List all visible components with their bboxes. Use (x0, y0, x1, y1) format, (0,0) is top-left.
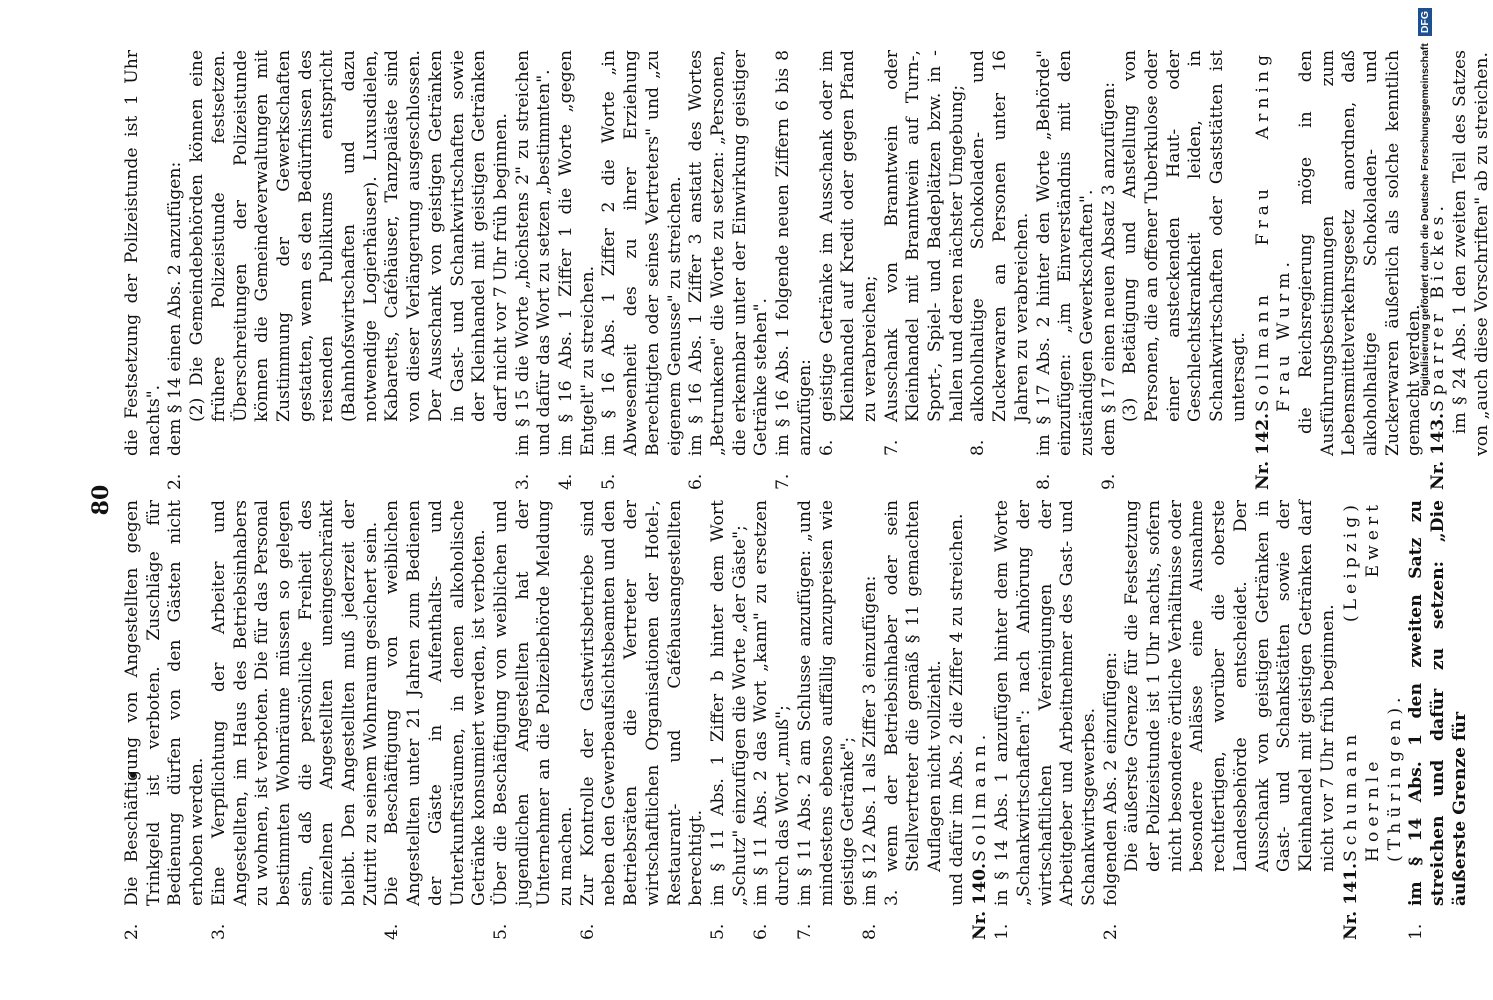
item-number (1450, 456, 1493, 490)
item-text: (3) Betätigung und Anstellung von Personen, die an offener Tuberkulose oder einer ansteckenden Haut- oder Geschlechtskrankheit leiden, in Schankwirtschaften oder Gaststätten ist untersagt. (1120, 50, 1249, 422)
motion-heading (1341, 500, 1406, 940)
item-text: Die äußerste Grenze für die Festsetzung der Polizeistunde ist 1 Uhr nachts, sofern nicht besondere örtliche Verhältnisse oder besondere Anlässe eine Ausnahme rechtfertigen, worüber die oberste Landesbehörde entscheidet. Der Ausschank von geistigen Getränken in Gast- und Schankstätten sowie der Kleinhandel mit geistigen Getränken darf nicht vor 7 Uhr früh beginnen. (1122, 500, 1338, 872)
item-text: im § 11 Abs. 2 am Schlusse anzufügen: „und mindestens ebenso auffällig anzupreisen wie geistige Getränke"; (794, 500, 859, 906)
digitization-sidebar (1418, 8, 1432, 988)
list-item (599, 50, 686, 490)
item-number (1120, 422, 1250, 456)
list-item (968, 50, 1033, 490)
item-number: 6. (686, 473, 707, 490)
item-number: 6. (577, 923, 598, 940)
list-item (1406, 500, 1471, 940)
motion-authors: Sparrer Bickes. (1428, 201, 1449, 412)
item-text: dem § 14 einen Abs. 2 anzufügen: (165, 161, 186, 456)
item-number: 5. (707, 923, 728, 940)
item-number: 7. (773, 473, 794, 490)
item-number: 8. (968, 439, 989, 456)
item-text: im § 15 die Worte „höchstens 2" zu streichen und dafür das Wort zu setzen „bestimmten". (512, 50, 555, 456)
list-item (773, 50, 816, 490)
item-text: im § 24 Abs. 1 den zweiten Teil des Satzes von „auch diese Vorschriften" ab zu streichen. (1449, 50, 1492, 456)
list-item (751, 500, 794, 940)
list-item (556, 50, 599, 490)
item-text: Eine Verpflichtung der Arbeiter und Angestellten, im Haus des Betriebsinhabers zu wohnen, ist verboten. Die für das Personal bestimmten Wohnräume müssen so gelegen sein, daß die persönliche Freiheit des einzelnen Angestellten uneingeschränkt bleibt. Den Angestellten muß jederzeit der Zutritt zu seinem Wohnraum gesichert sein. (208, 500, 381, 906)
item-number: 4. (382, 923, 403, 940)
item-text: im § 11 Abs. 1 Ziffer b hinter dem Wort „Schutz" einzufügen die Worte „der Gäste"; (707, 500, 750, 906)
item-text: Ausschank von Branntwein oder Kleinhandel mit Branntwein auf Turn-, Sport-, Spiel- und Badeplätzen bzw. in -hallen und deren nächster Umgebung; (881, 50, 967, 422)
item-number: 8. (859, 923, 880, 940)
list-item (992, 500, 1101, 940)
item-text: alkoholhaltige Schokoladen- und Zuckerwaren an Personen unter 16 Jahren zu verabreichen. (968, 50, 1032, 422)
item-number: 5. (599, 473, 620, 490)
item-text: im § 16 Abs. 1 Ziffer 2 die Worte „in Abwesenheit des zu ihrer Erziehung Berechtigten oder seines Vertreters" und „zu eigenem Genusse" zu streichen. (599, 50, 685, 456)
item-number: 3. (208, 923, 229, 940)
item-text: Die Beschäftigung von weiblichen Angestellten unter 21 Jahren zum Bedienen der Gäste in Aufenthalts- und Unterkunftsräumen, in denen alkoholische Getränke konsumiert werden, ist verboten. (382, 500, 490, 906)
list-item (491, 500, 578, 940)
item-number: 6. (816, 439, 837, 456)
item-number: Nr. 140. (970, 862, 991, 940)
list-item (1122, 500, 1339, 940)
item-number (187, 422, 513, 456)
motion-authors: Sollmann Frau Arning Frau Wurm. (1252, 50, 1295, 412)
item-text: die Festsetzung der Polizeistunde ist 1 Uhr nachts". (122, 50, 164, 456)
item-number: 7. (794, 923, 815, 940)
item-text: folgenden Abs. 2 einzufügen: (1100, 651, 1121, 906)
list-item (1034, 50, 1099, 490)
item-number: Nr. 143. (1428, 412, 1449, 490)
motion-authors: Sollmann. (970, 729, 991, 862)
list-item (1296, 50, 1426, 490)
item-text: dem § 17 einen neuen Absatz 3 anzufügen: (1098, 82, 1119, 456)
item-text: die Reichsregierung möge in den Ausführungsbestimmungen zum Lebensmittelverkehrsgesetz anordnen, daß alkoholhaltige Schokoladen- und Zuckerwaren äußerlich als solche kenntlich gemacht werden. (1295, 50, 1425, 456)
item-number: 1. (992, 923, 1013, 940)
item-number: 7. (881, 439, 902, 456)
item-number (1296, 456, 1426, 490)
list-item (1099, 50, 1121, 490)
item-text: Über die Beschäftigung von weiblichen und jugendlichen Angestellten hat der Unternehmer an die Polizeibehörde Meldung zu machen. (490, 500, 577, 906)
motion-heading (1253, 50, 1296, 490)
item-text: im § 11 Abs. 2 das Wort „kann" zu ersetzen durch das Wort „muß"; (751, 500, 794, 906)
list-item (882, 50, 969, 490)
list-item (122, 50, 165, 490)
list-item (209, 500, 383, 940)
item-number (1122, 872, 1339, 906)
item-text: geistige Getränke im Ausschank oder im Kleinhandel auf Kredit oder gegen Pfand zu verabreichen; (816, 50, 880, 422)
list-item (122, 500, 209, 940)
list-item (817, 50, 882, 490)
item-number: 3. (881, 889, 902, 906)
item-text: und dafür im Abs. 2 die Ziffer 4 zu streichen. (946, 513, 967, 906)
list-item (882, 500, 947, 940)
item-number: 2. (1100, 923, 1121, 940)
list-item (578, 500, 708, 940)
list-item (947, 500, 969, 940)
list-item (1101, 500, 1123, 940)
item-number (122, 456, 165, 490)
item-number: Nr. 141. (1341, 862, 1362, 940)
item-number (947, 906, 969, 940)
item-number: 1. (1406, 923, 1427, 940)
item-text: im § 12 Abs. 1 als Ziffer 3 einzufügen: (859, 575, 880, 906)
right-column (122, 50, 1493, 490)
item-text: im § 16 Abs. 1 Ziffer 1 die Worte „gegen Entgelt" zu streichen. (556, 50, 598, 456)
page-number: 80 (88, 484, 114, 516)
list-item (1450, 50, 1493, 490)
list-item (795, 500, 860, 940)
dfg-logo: DFG (1418, 8, 1432, 36)
item-number: 2. (122, 923, 142, 940)
motion-heading (970, 500, 992, 940)
item-text: im § 17 Abs. 2 hinter den Worte „Behörde" einzufügen: „im Einverständnis mit den zuständigen Gewerkschaften". (1033, 50, 1097, 456)
item-text: wenn der Betriebsinhaber oder sein Stellvertreter die gemäß § 11 gemachten Auflagen nicht vollzieht. (881, 500, 946, 872)
list-item (686, 50, 773, 490)
list-item (382, 500, 491, 940)
list-item (513, 50, 556, 490)
list-item (1120, 50, 1250, 490)
item-text: Die Beschäftigung von Angestellten gegen Trinkgeld ist verboten. Zuschläge für Bedienung dürfen von den Gästen nicht erhoben werden. (122, 500, 208, 906)
item-text: im § 14 Abs. 1 den zweiten Satz zu streichen und dafür zu setzen: „Die äußerste Grenze für (1406, 500, 1470, 906)
item-text: (2) Die Gemeindebehörden können eine frühere Polizeistunde festsetzen. Überschreitungen der Polizeistunde können die Gemeindeverwaltungen mit Zustimmung der Gewerkschaften gestatten, wenn es den Bedürfnissen des reisenden Publikums entspricht (Bahnhofswirtschaften und dazu notwendige Logierhäuser). Luxusdielen, Kabaretts, Caféhäuser, Tanzpaläste sind von dieser Verlängerung ausgeschlossen. Der Ausschank von geistigen Getränken in Gast- und Schankwirtschaften sowie der Kleinhandel mit geistigen Getränken darf nicht vor 7 Uhr früh beginnen. (187, 50, 511, 422)
motion-authors: Schumann (Leipzig) Hoernle Ewert (Thüringen). (1341, 500, 1405, 862)
item-text: in § 14 Abs. 1 anzufügen hinter dem Worte „Schankwirtschaften": nach Anhörung der wirtschaftlichen Vereinigungen der Arbeitgeber und Arbeitnehmer des Gast- und Schankwirtsgewerbes. (992, 500, 1099, 906)
item-number: 5. (490, 923, 511, 940)
item-number: 9. (1098, 473, 1119, 490)
item-text: im § 16 Abs. 1 Ziffer 3 anstatt des Wortes „Betrunkene" die Worte zu setzen: „Personen, die erkennbar unter der Einwirkung geistiger Getränke stehen". (686, 50, 772, 456)
list-item (165, 50, 187, 490)
item-text: im § 16 Abs. 1 folgende neuen Ziffern 6 bis 8 anzufügen: (773, 50, 815, 456)
list-item (708, 500, 751, 940)
list-item (860, 500, 882, 940)
list-item (187, 50, 513, 490)
left-column (122, 500, 1472, 940)
item-number: 6. (751, 923, 772, 940)
item-number: 8. (1033, 473, 1054, 490)
item-text: Zur Kontrolle der Gastwirtsbetriebe sind neben den Gewerbeaufsichtsbeamten und den Betriebsräten die Vertreter der wirtschaftlichen Organisationen der Hotel-, Restaurant- und Caféhausangestellten berechtigt. (577, 500, 707, 906)
digitization-note: Digitalisierung gefördert durch die Deutsche Forschungsgemeinschaft (1419, 43, 1431, 397)
item-number: 4. (556, 473, 577, 490)
item-number: Nr. 142. (1252, 412, 1273, 490)
item-number: 3. (512, 473, 533, 490)
item-number: 2. (165, 473, 186, 490)
